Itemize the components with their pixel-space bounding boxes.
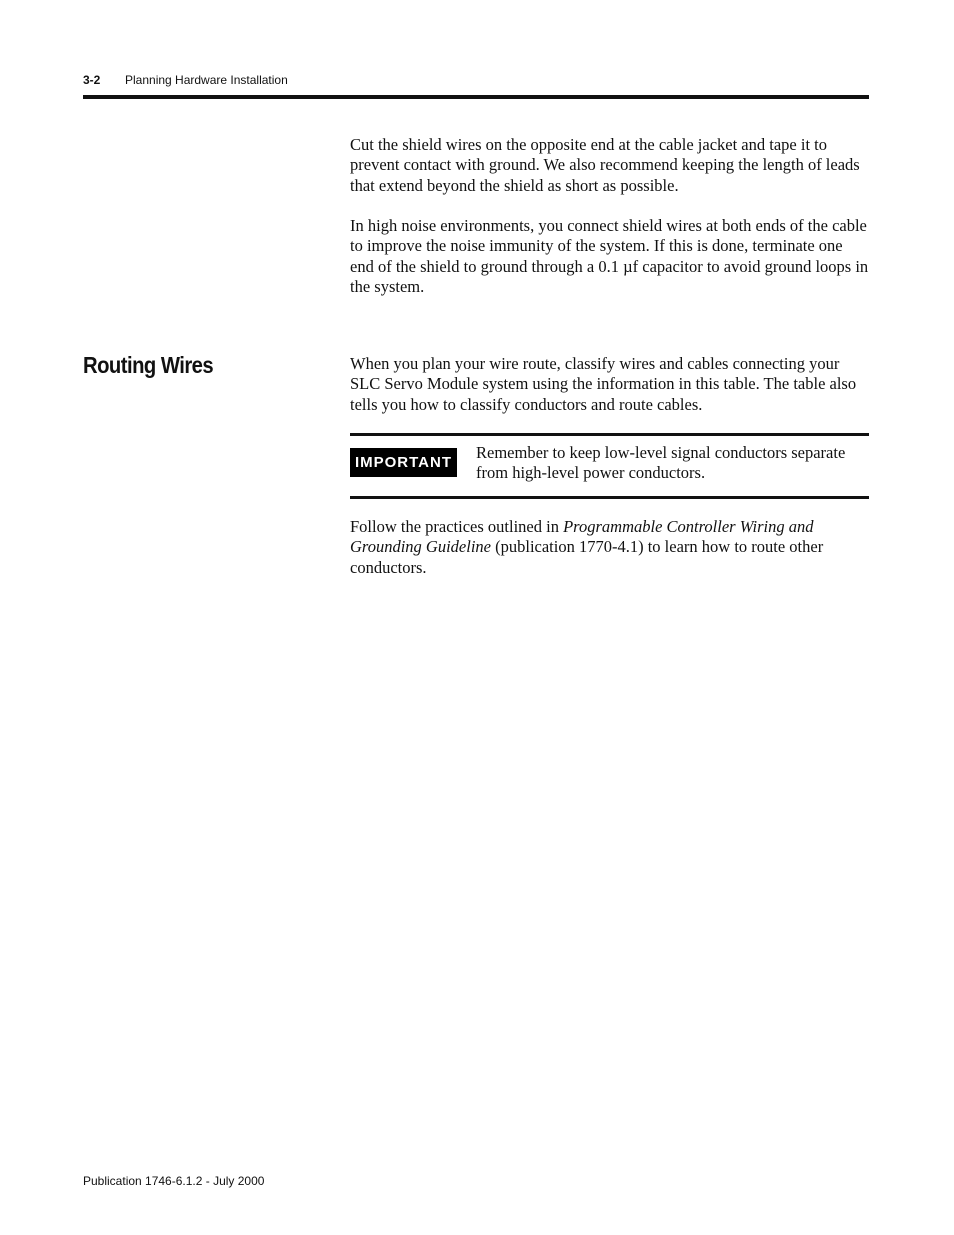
paragraph-shield-cut: Cut the shield wires on the opposite end at the cable jacket and tape it to prevent contact with ground. We also recommend keeping the length of leads that extend beyond the shield as short as possible. — [350, 135, 860, 195]
paragraph-routing-intro: When you plan your wire route, classify wires and cables connecting your SLC Servo Module system using the information in this table. The table also tells you how to classify conductors and route cables. — [350, 354, 857, 414]
chapter-title: Planning Hardware Installation — [125, 73, 288, 87]
important-badge: IMPORTANT — [350, 448, 457, 477]
important-text: Remember to keep low-level signal conductors separate from high-level power conductors. — [476, 443, 846, 483]
page-number: 3-2 — [83, 73, 101, 87]
section-heading: Routing Wires — [83, 352, 214, 378]
paragraph-high-noise: In high noise environments, you connect shield wires at both ends of the cable to improve the noise immunity of the system. If this is done, terminate one end of the shield to ground through a 0.1 µf capacitor to avoid ground loops in the system. — [350, 216, 869, 296]
callout-bottom-rule — [350, 496, 869, 499]
paragraph-follow-practices — [350, 517, 870, 578]
page-header — [83, 73, 869, 91]
follow-prefix: Follow the practices outlined in — [350, 517, 564, 536]
header-divider — [83, 95, 869, 99]
important-callout — [350, 433, 869, 500]
follow-suffix: (publication 1770-4.1) to learn how to route other conductors. — [350, 537, 824, 577]
page-footer: Publication 1746-6.1.2 - July 2000 — [83, 1174, 265, 1188]
guideline-title: Programmable Controller Wiring and Grounding Guideline — [350, 517, 814, 557]
callout-top-rule — [350, 433, 869, 436]
